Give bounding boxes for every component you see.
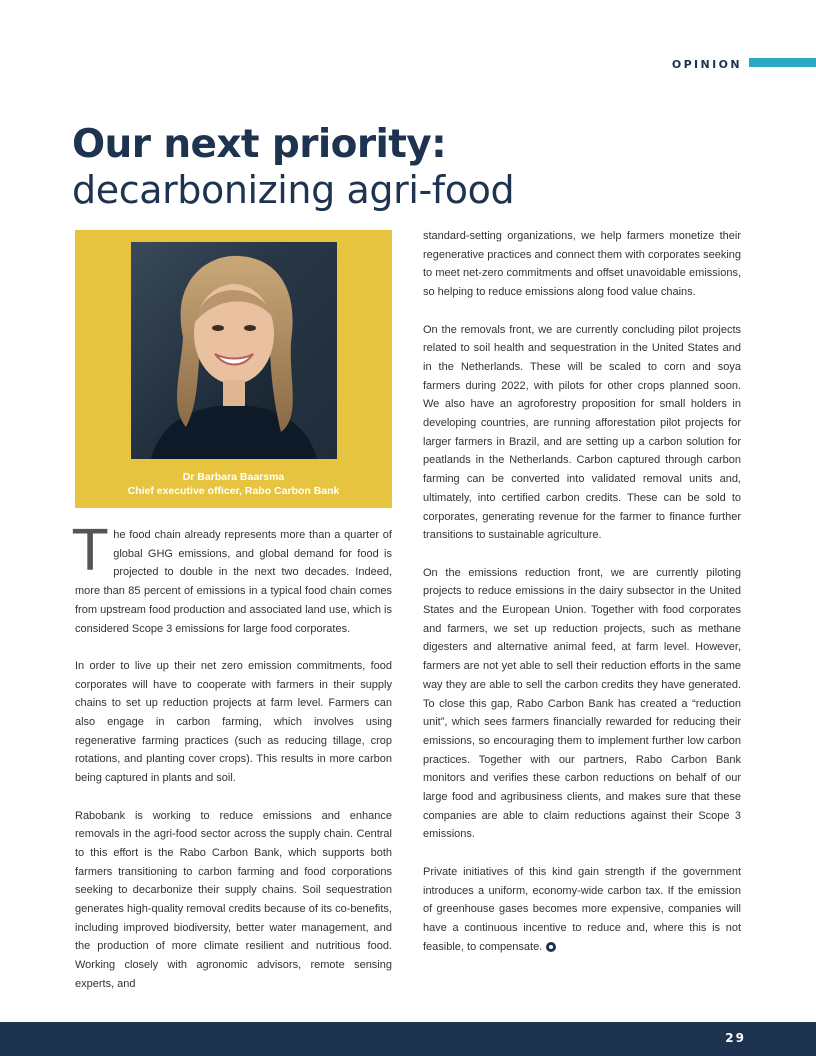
section-label: OPINION: [671, 58, 742, 71]
body-paragraph: In order to live up their net zero emission commitments, food corporates will have to cooperate with farmers in their supply chains to set up reduction projects at farm level. Farmers can also engage in carbon farming, which involves using regenerative farming practices (such as reducing tillage, crop rotations, and planting cover crops). This results in more carbon being captured in plants and soil.: [75, 659, 392, 785]
page-number: 29: [725, 1031, 746, 1045]
title-light-line: decarbonizing agri-food: [72, 168, 515, 212]
body-paragraph: The food chain already represents more than a quarter of global GHG emissions, and global demand for food is projected to double in the next two decades. Indeed, more than 85 percent of emissions in a typical food chain comes from upstream food production and associated land use, which is considered Scope 3 emissions for large food corporates.: [73, 519, 392, 635]
left-column: [73, 519, 392, 1012]
body-paragraph: On the emissions reduction front, we are currently piloting projects to reduce emissions in the dairy subsector in the United States and the European Union. Together with food corporates and farmers, we set up reduction projects, such as methane digesters and alternative animal feed, at farm level. However, farmers are not yet able to sell their reduction efforts in the same way they are able to sell the carbon credits they have generated. To close this gap, Rabo Carbon Bank has created a “reduction unit”, which sees farmers financially rewarded for reducing their emissions, so encouraging them to implement further low carbon practices. Together with our partners, Rabo Carbon Bank monitors and verifies these carbon reductions on behalf of our large food and agribusiness clients, and makes sure that these companies are able to claim reductions against their Scope 3 emissions.: [423, 566, 741, 841]
photo-caption: [75, 470, 392, 498]
portrait-illustration: [131, 242, 337, 459]
body-paragraph: standard-setting organizations, we help farmers monetize their regenerative practices and connect them with corporates seeking to meet net-zero commitments and offset unavoidable emissions, so helping to reduce emissions along food value chains.: [423, 230, 741, 299]
author-photo-panel: [75, 230, 392, 508]
right-column: [423, 227, 741, 975]
author-portrait: [131, 242, 337, 459]
page-footer: [0, 1022, 816, 1056]
section-accent-bar: [749, 58, 816, 67]
drop-cap: T: [73, 519, 108, 584]
body-paragraph: Private initiatives of this kind gain strength if the government introduces a uniform, economy-wide carbon tax. If the emission of greenhouse gases becomes more expensive, companies will have a continuous incentive to reduce and, where this is not feasible, to compensate.: [423, 865, 741, 953]
caption-role: Chief executive officer, Rabo Carbon Bank: [127, 485, 340, 497]
end-mark-icon: [546, 942, 556, 952]
body-paragraph: Rabobank is working to reduce emissions and enhance removals in the agri-food sector across the supply chain. Central to this effort is the Rabo Carbon Bank, which supports both farmers transitioning to carbon farming and food corporations seeking to decarbonize their supply chains. Soil sequestration generates high-quality removal credits because of its co-benefits, including improved biodiversity, better water management, and the production of more climate resilient and nutritious food. Working closely with agronomic advisors, remote sensing experts, and: [75, 809, 392, 990]
body-paragraph: On the removals front, we are currently concluding pilot projects related to soil health and sequestration in the United States and in the Netherlands. These will be scaled to corn and soya farmers during 2022, with pilots for other crops planned soon. We also have an agroforestry proposition for small holders in developing countries, are running afforestation pilot projects for larger farmers in Brazil, and are setting up a carbon solution for peatlands in the Netherlands. Carbon captured through carbon farming can be converted into validated removal units and, ultimately, into certified carbon credits. These can be sold to corporates, generating revenue for the farmer to finance further transitions to sustainable agriculture.: [423, 323, 741, 542]
title-bold-line: Our next priority:: [72, 122, 447, 167]
caption-name: Dr Barbara Baarsma: [182, 471, 285, 483]
article-title: [72, 122, 514, 212]
